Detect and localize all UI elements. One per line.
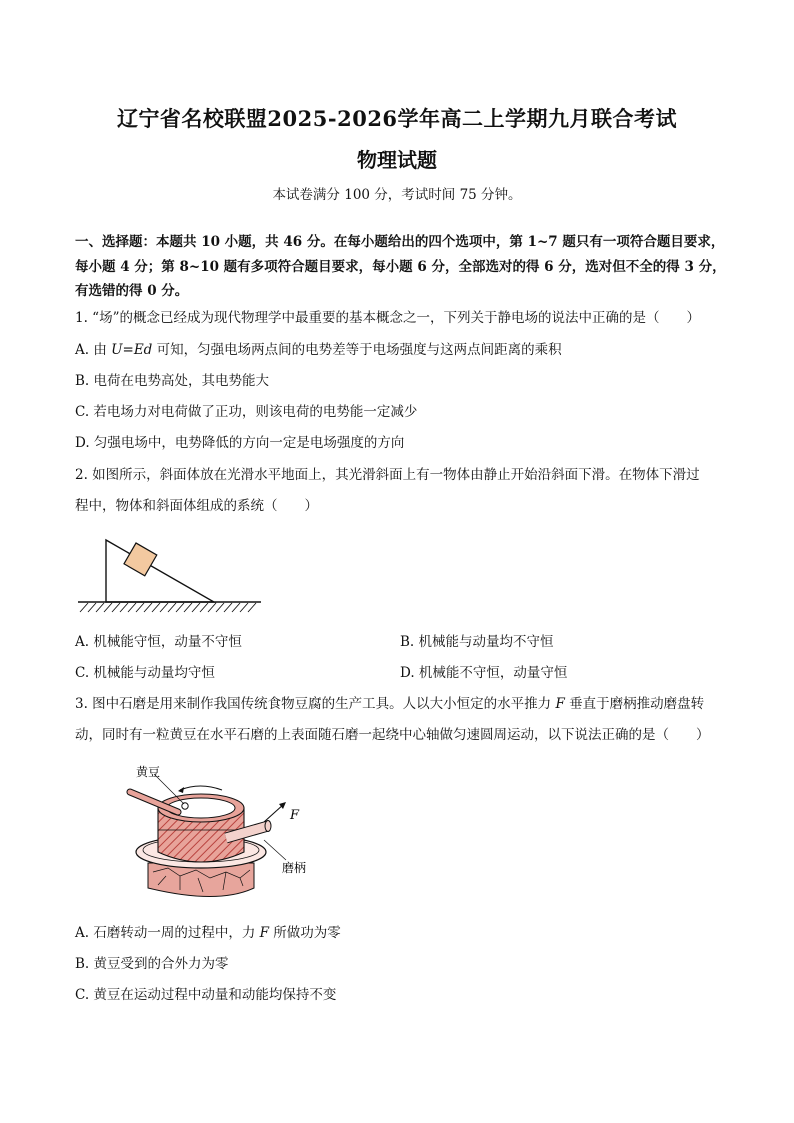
q3-stem-line-1 [75,694,704,714]
q1-stem: 1. “场”的概念已经成为现代物理学中最重要的基本概念之一，下列关于静电场的说法中正确的是（ ） [75,310,700,326]
q2-option-a: A. 机械能守恒，动量不守恒 [75,634,242,650]
q3-option-a-variable: F [259,925,269,941]
q1-formula: U=Ed [111,342,153,358]
q1-option-b: B. 电荷在电势高处，其电势能大 [75,373,270,389]
q3-option-a-prefix: A. 石磨转动一周的过程中，力 [75,925,260,941]
q1-option-c: C. 若电场力对电荷做了正功，则该电荷的电势能一定减少 [75,404,418,420]
stone-mill-figure [118,760,328,910]
incline-wedge [106,540,214,602]
section-instructions-line-1: 一、选择题：本题共 10 小题，共 46 分。在每小题给出的四个选项中，第 1~7 题只有一项符合题目要求， [75,234,725,250]
q3-option-c: C. 黄豆在运动过程中动量和动能均保持不变 [75,987,337,1003]
q2-option-d: D. 机械能不守恒，动量守恒 [400,665,568,681]
rotation-arrow [180,786,222,790]
exam-subtitle: 物理试题 [357,148,437,172]
soybean [182,803,188,809]
q3-stem-line-1-b: 垂直于磨柄推动磨盘转 [564,696,705,712]
q1-option-a-rest: 可知，匀强电场两点间的电势差等于电场强度与这两点间距离的乘积 [152,342,562,358]
q2-stem-line-1: 2. 如图所示，斜面体放在光滑水平地面上，其光滑斜面上有一物体由静止开始沿斜面下滑。在物体下滑过 [75,467,700,483]
q2-option-c: C. 机械能与动量均守恒 [75,665,215,681]
q1-option-a-prefix: A. 由 [75,342,112,358]
q1-option-d: D. 匀强电场中，电势降低的方向一定是电场强度的方向 [75,435,405,451]
q2-option-b: B. 机械能与动量均不守恒 [400,634,554,650]
exam-title: 辽宁省名校联盟2025-2026学年高二上学期九月联合考试 [116,106,678,131]
q3-stem-line-2: 动，同时有一粒黄豆在水平石磨的上表面随石磨一起绕中心轴做匀速圆周运动，以下说法正确的是（ ） [75,727,710,743]
section-instructions-line-2: 每小题 4 分；第 8~10 题有多项符合题目要求，每小题 6 分，全部选对的得 6 分，选对但不全的得 3 分， [75,259,726,275]
q3-option-a-rest: 所做功为零 [269,925,341,941]
sliding-block [124,543,157,576]
section-instructions-line-3: 有选错的得 0 分。 [75,283,189,299]
label-handle: 磨柄 [282,861,307,875]
exam-note: 本试卷满分 100 分，考试时间 75 分钟。 [272,187,522,203]
q3-force-variable: F [555,696,565,712]
q3-stem-line-1-a: 3. 图中石磨是用来制作我国传统食物豆腐的生产工具。人以大小恒定的水平推力 [75,696,556,712]
label-soybean: 黄豆 [136,765,161,779]
ground-hatching [80,603,256,612]
force-arrow [264,804,284,822]
q1-option-a [75,340,562,360]
incline-figure [76,528,266,618]
q2-stem-line-2: 程中，物体和斜面体组成的系统（ ） [75,498,318,514]
label-force: F [290,808,300,823]
q3-option-a [75,923,341,943]
q3-option-b: B. 黄豆受到的合外力为零 [75,956,229,972]
